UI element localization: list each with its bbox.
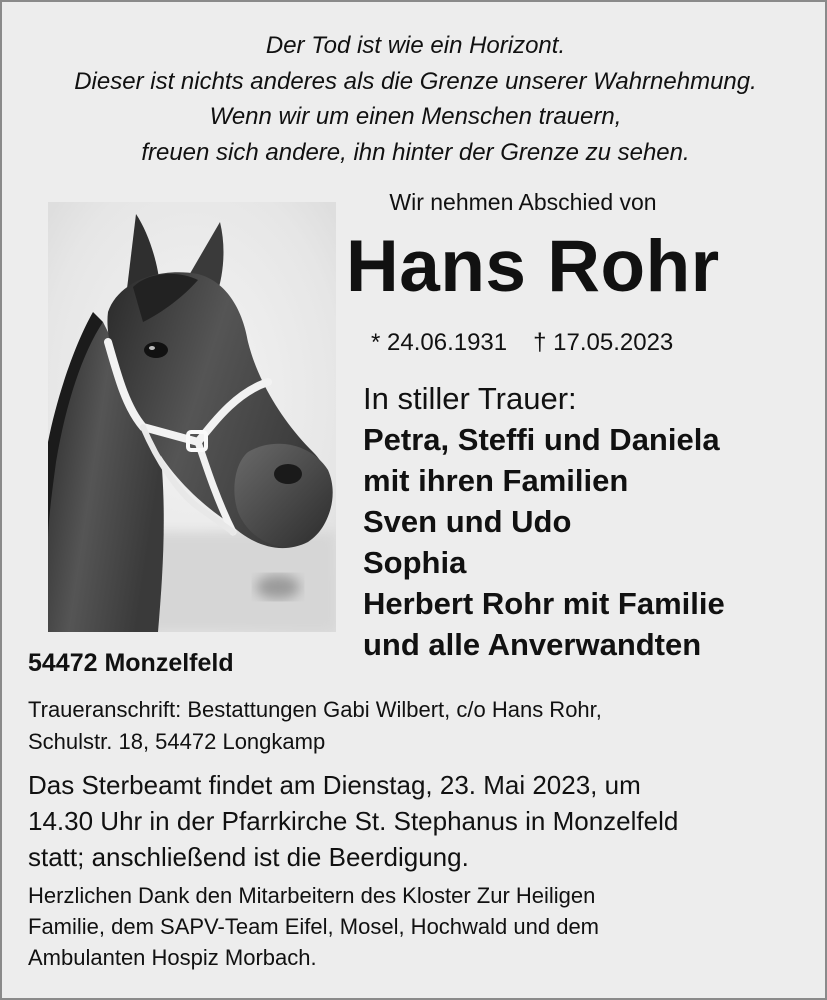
poem-line: Wenn wir um einen Menschen trauern, bbox=[209, 103, 622, 130]
thanks-line: Herzlichen Dank den Mitarbeitern des Kloster Zur Heiligen bbox=[28, 883, 596, 908]
mourners-block bbox=[363, 378, 725, 665]
mourning-intro: In stiller Trauer: bbox=[363, 381, 577, 416]
horse-photo bbox=[48, 202, 336, 632]
service-line: Das Sterbeamt findet am Dienstag, 23. Mai 2023, um bbox=[28, 770, 641, 800]
deceased-name: Hans Rohr bbox=[346, 226, 720, 307]
farewell-intro: Wir nehmen Abschied von bbox=[389, 189, 657, 215]
mourner-line: Sven und Udo bbox=[363, 504, 572, 539]
mourner-line: und alle Anverwandten bbox=[363, 627, 702, 662]
birth-date: * 24.06.1931 bbox=[371, 329, 508, 356]
poem-line: Dieser ist nichts anderes als die Grenze unserer Wahrnehmung. bbox=[74, 67, 757, 95]
service-info bbox=[28, 767, 678, 875]
poem-line: freuen sich andere, ihn hinter der Grenze zu sehen. bbox=[141, 138, 690, 166]
death-date: † 17.05.2023 bbox=[533, 329, 674, 356]
service-line: statt; anschließend ist die Beerdigung. bbox=[28, 842, 469, 872]
address-line: Traueranschrift: Bestattungen Gabi Wilbert, c/o Hans Rohr, bbox=[28, 697, 602, 722]
mourner-line: Petra, Steffi und Daniela bbox=[363, 422, 720, 457]
thanks-line: Ambulanten Hospiz Morbach. bbox=[28, 945, 317, 970]
poem-line: Der Tod ist wie ein Horizont. bbox=[265, 32, 566, 59]
mourning-address bbox=[28, 694, 602, 758]
life-dates bbox=[371, 329, 673, 357]
service-line: 14.30 Uhr in der Pfarrkirche St. Stephanus in Monzelfeld bbox=[28, 806, 679, 836]
thanks-note bbox=[28, 880, 599, 973]
address-line: Schulstr. 18, 54472 Longkamp bbox=[28, 729, 326, 754]
memorial-poem bbox=[2, 28, 827, 170]
mourners-list bbox=[363, 419, 725, 665]
thanks-line: Familie, dem SAPV-Team Eifel, Mosel, Hochwald und dem bbox=[28, 914, 600, 939]
mourner-line: Sophia bbox=[363, 545, 467, 580]
mourner-line: Herbert Rohr mit Familie bbox=[363, 586, 725, 621]
place-of-residence: 54472 Monzelfeld bbox=[28, 649, 234, 677]
mourner-line: mit ihren Familien bbox=[363, 463, 629, 498]
